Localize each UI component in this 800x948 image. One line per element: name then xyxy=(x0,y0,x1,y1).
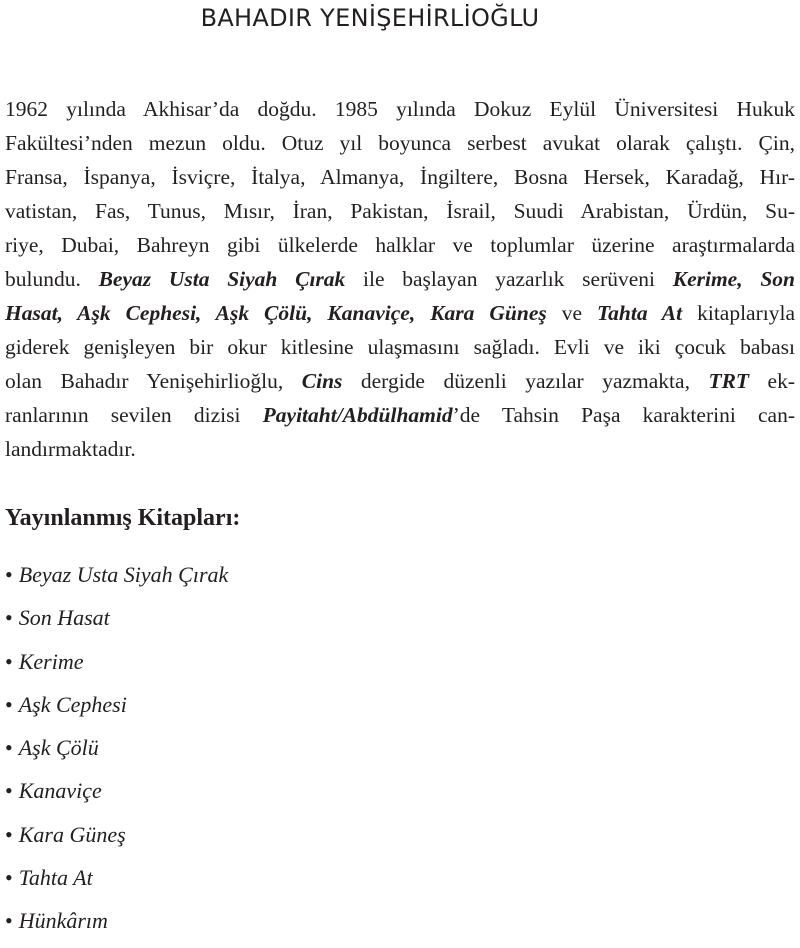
bio-emphasis: TRT xyxy=(708,369,750,393)
bio-line xyxy=(5,330,795,364)
bullet-icon: • xyxy=(5,865,13,891)
bio-emphasis: Kerime, Son xyxy=(672,267,795,291)
bio-text: 1962 yılında Akhisar’da doğdu. 1985 yılında Dokuz Eylül Üniversitesi Hukuk xyxy=(5,97,795,121)
bio-line xyxy=(5,92,795,126)
bio-text: ek- xyxy=(749,369,796,393)
author-biography xyxy=(5,92,795,466)
bio-text: Fakültesi’nden mezun oldu. Otuz yıl boyunca serbest avukat olarak çalıştı. Çin, xyxy=(5,131,795,155)
bio-emphasis: Beyaz Usta Siyah Çırak xyxy=(98,267,346,291)
bio-text: ile başlayan yazarlık serüveni xyxy=(345,267,673,291)
bio-line xyxy=(5,398,795,432)
bio-line xyxy=(5,194,795,228)
book-title: Kara Güneş xyxy=(18,821,126,847)
books-heading: Yayınlanmış Kitapları: xyxy=(5,505,241,531)
bio-line xyxy=(5,228,795,262)
bio-line xyxy=(5,160,795,194)
books-list xyxy=(5,558,228,948)
book-list-item xyxy=(5,601,228,644)
book-title: Aşk Çölü xyxy=(18,735,99,761)
bullet-icon: • xyxy=(5,648,13,674)
book-title: Hünkârım xyxy=(18,908,108,934)
bullet-icon: • xyxy=(5,735,13,761)
book-list-item xyxy=(5,688,228,731)
bio-emphasis: Tahta At xyxy=(597,301,683,325)
bio-text: ranlarının sevilen dizisi xyxy=(5,403,263,427)
bullet-icon: • xyxy=(5,691,13,717)
bio-text: kitaplarıyla xyxy=(682,301,795,325)
bio-line xyxy=(5,364,795,398)
book-title: Tahta At xyxy=(18,865,93,891)
bio-text: vatistan, Fas, Tunus, Mısır, İran, Pakistan, İsrail, Suudi Arabistan, Ürdün, Su- xyxy=(5,199,795,223)
bio-emphasis: Payitaht/Abdülhamid xyxy=(262,403,453,427)
bullet-icon: • xyxy=(5,821,13,847)
book-list-item xyxy=(5,861,228,904)
bio-line xyxy=(5,296,795,330)
book-title: Kerime xyxy=(18,648,84,674)
book-list-item xyxy=(5,904,228,947)
bio-line xyxy=(5,432,795,466)
bio-text: giderek genişleyen bir okur kitlesine ulaşmasını sağladı. Evli ve iki çocuk babası xyxy=(5,335,795,359)
bio-line xyxy=(5,262,795,296)
bio-text: Fransa, İspanya, İsviçre, İtalya, Almanya, İngiltere, Bosna Hersek, Karadağ, Hır- xyxy=(5,165,795,189)
book-title: Beyaz Usta Siyah Çırak xyxy=(18,562,229,587)
book-list-item xyxy=(5,558,228,601)
bio-line xyxy=(5,126,795,160)
bio-emphasis: Hasat, Aşk Cephesi, Aşk Çölü, Kanaviçe, Kara Güneş xyxy=(5,301,547,325)
bullet-icon: • xyxy=(5,778,13,804)
bio-text: ve xyxy=(546,301,598,325)
bio-emphasis: Cins xyxy=(301,369,343,393)
book-title: Aşk Cephesi xyxy=(18,691,127,717)
book-list-item xyxy=(5,645,228,688)
bio-text: ’de Tahsin Paşa karakterini can- xyxy=(452,403,795,427)
bullet-icon: • xyxy=(5,908,13,934)
book-title: Son Hasat xyxy=(18,605,110,631)
bio-text: riye, Dubai, Bahreyn gibi ülkelerde halklar ve toplumlar üzerine araştırmalarda xyxy=(5,233,795,257)
book-list-item xyxy=(5,731,228,774)
bullet-icon: • xyxy=(5,562,13,587)
book-list-item xyxy=(5,774,228,817)
book-title: Kanaviçe xyxy=(18,778,102,804)
bio-text: olan Bahadır Yenişehirlioğlu, xyxy=(5,369,302,393)
bio-text: bulundu. xyxy=(5,267,99,291)
bio-text: dergide düzenli yazılar yazmakta, xyxy=(342,369,709,393)
bio-text: landırmaktadır. xyxy=(5,437,136,461)
author-name-title: BAHADIR YENİŞEHİRLİOĞLU xyxy=(200,4,540,32)
book-list-item xyxy=(5,818,228,861)
bullet-icon: • xyxy=(5,605,13,631)
